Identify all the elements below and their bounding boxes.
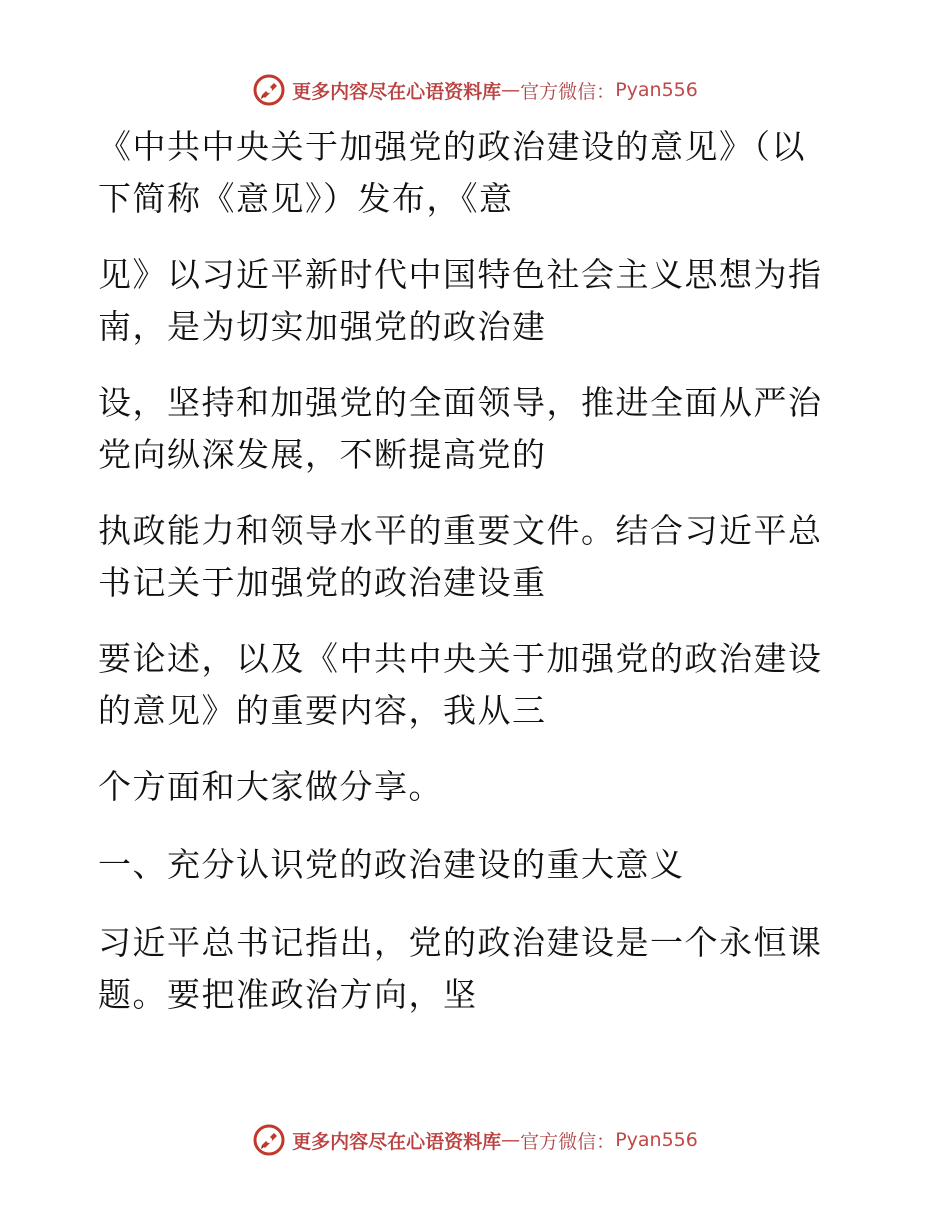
paragraph: [98, 761, 838, 813]
paragraph: [98, 249, 838, 353]
text-line: 题。要把准政治方向，坚: [98, 975, 478, 1014]
logo-icon: [252, 1123, 286, 1157]
text-line: 党向纵深发展，不断提高党的: [98, 435, 547, 474]
header-dash: —: [501, 79, 521, 101]
header-wechat-id: Pyan556: [615, 79, 698, 101]
header-banner: [0, 70, 950, 110]
paragraph: [98, 121, 838, 225]
header-site-text: 更多内容尽在心语资料库: [292, 80, 502, 103]
text-line: 下简称《意见》）发布，《意: [98, 179, 514, 218]
text-line: 习近平总书记指出，党的政治建设是一个永恒课: [98, 923, 823, 962]
text-line: 的意见》的重要内容，我从三: [98, 691, 547, 730]
text-line: 个方面和大家做分享。: [98, 767, 443, 806]
document-body: [98, 121, 838, 1045]
text-line: 设，坚持和加强党的全面领导，推进全面从严治: [98, 383, 823, 422]
paragraph: [98, 377, 838, 481]
paragraph: [98, 505, 838, 609]
header-wechat-label: 官方微信：: [520, 80, 616, 103]
text-line: 执政能力和领导水平的重要文件。结合习近平总: [98, 511, 823, 550]
footer-wechat-id: Pyan556: [615, 1129, 698, 1151]
paragraph: [98, 917, 838, 1021]
footer-dash: —: [501, 1129, 521, 1151]
footer-banner: [0, 1120, 950, 1160]
text-line: 见》以习近平新时代中国特色社会主义思想为指: [98, 255, 823, 294]
logo-icon: [252, 73, 286, 107]
footer-site-text: 更多内容尽在心语资料库: [292, 1130, 502, 1153]
text-line: 一、充分认识党的政治建设的重大意义: [98, 845, 685, 884]
text-line: 《中共中央关于加强党的政治建设的意见》（以: [98, 127, 806, 166]
paragraph: [98, 633, 838, 737]
text-line: 南，是为切实加强党的政治建: [98, 307, 547, 346]
text-line: 书记关于加强党的政治建设重: [98, 563, 547, 602]
section-heading: [98, 839, 838, 891]
text-line: 要论述，以及《中共中央关于加强党的政治建设: [98, 639, 823, 678]
footer-wechat-label: 官方微信：: [520, 1130, 616, 1153]
